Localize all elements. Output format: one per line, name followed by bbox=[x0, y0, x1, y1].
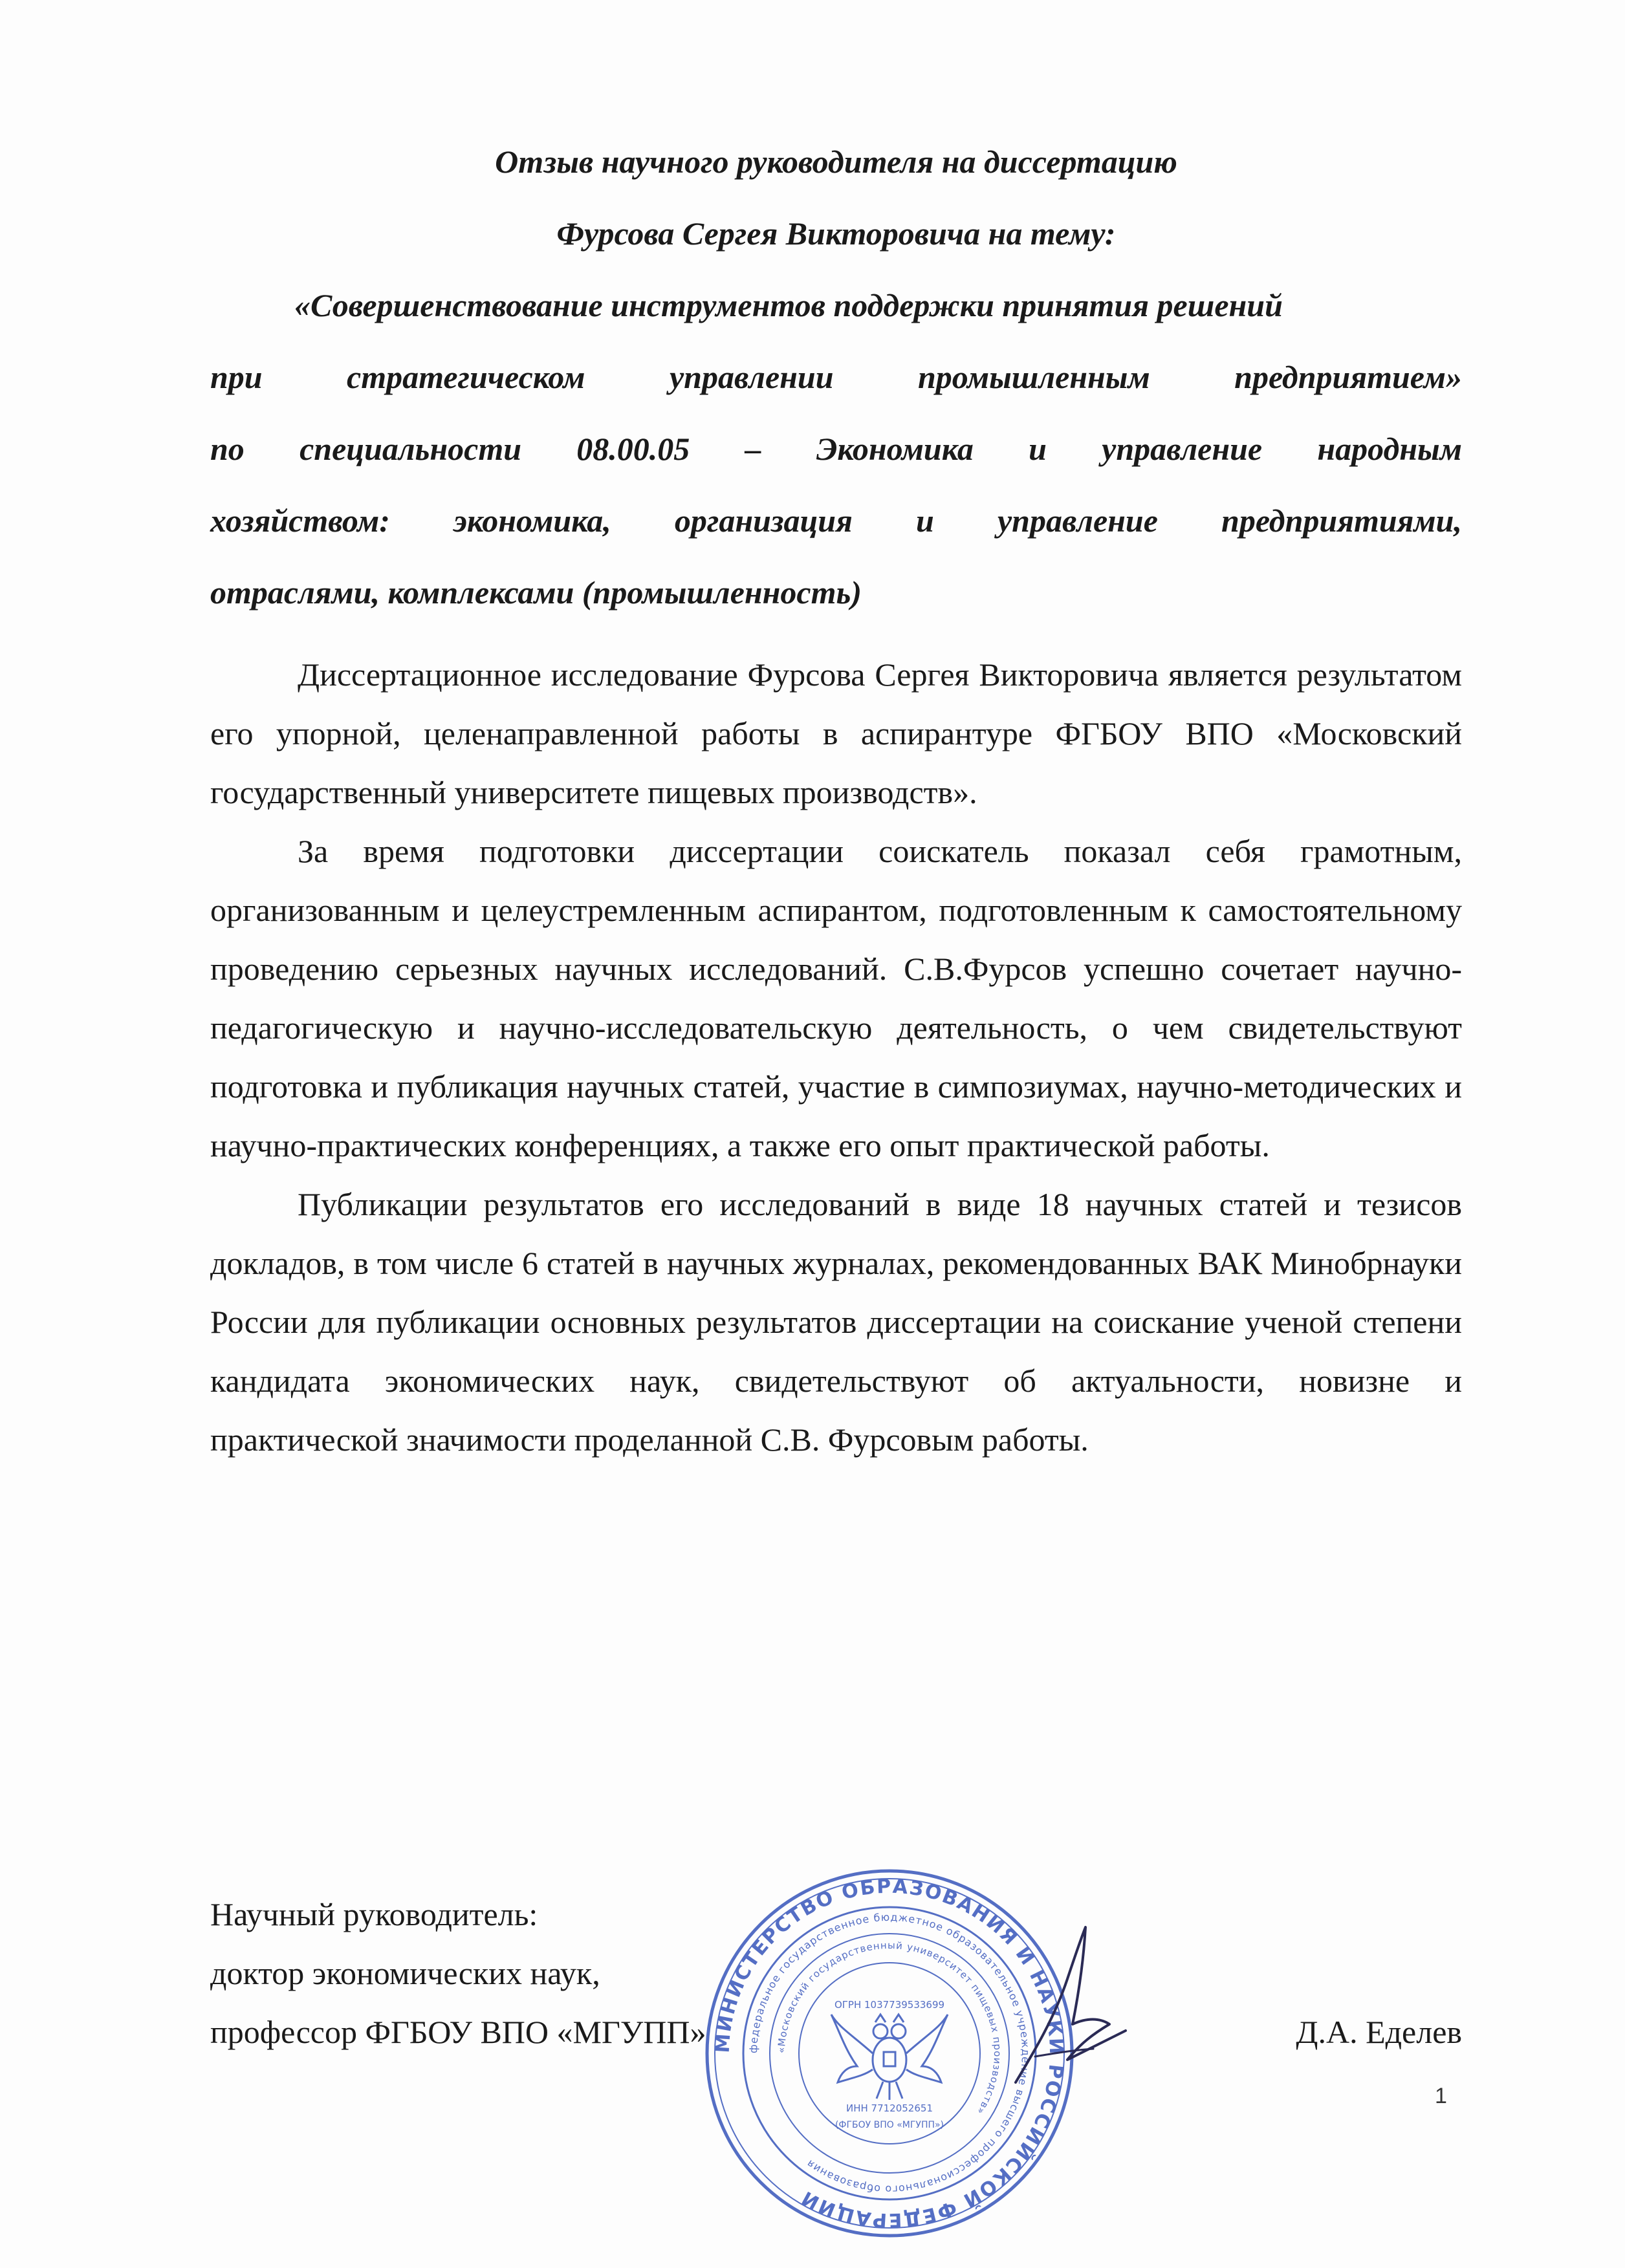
stamp-middle-text: федеральное государственное бюджетное образовательное учреждение высшего профессионального образования bbox=[747, 1910, 1032, 2196]
heading-line-1: Отзыв научного руководителя на диссертацию bbox=[495, 144, 1177, 180]
heading-line-4: при стратегическом управлении промышленным предприятием» bbox=[210, 359, 1462, 395]
paragraph-3: Публикации результатов его исследований в виде 18 научных статей и тезисов докладов, в том числе 6 статей в научных журналах, рекомендованных ВАК Минобрнауки России для публикации основных результатов диссертации на соискание ученой степени кандидата экономических наук, свидетельствуют об актуальности, новизне и практической значимости проделанной С.В. Фурсовым работы. bbox=[210, 1186, 1462, 1458]
signature-degree: доктор экономических наук, bbox=[210, 1955, 600, 1991]
page-number: 1 bbox=[1435, 2084, 1447, 2108]
heading-line-2: Фурсова Сергея Викторовича на тему: bbox=[556, 215, 1116, 252]
paragraph-1: Диссертационное исследование Фурсова Сергея Викторовича является результатом его упорной, целенаправленной работы в аспирантуре ФГБОУ ВПО «Московский государственный университете пищевых производств». bbox=[210, 656, 1462, 810]
heading-line-3: «Совершенствование инструментов поддержки принятия решений bbox=[294, 287, 1283, 323]
document-body bbox=[210, 645, 1462, 1469]
document-heading bbox=[210, 126, 1462, 629]
stamp-ogrn: ОГРН 1037739533699 bbox=[834, 1999, 945, 2011]
handwritten-signature bbox=[996, 1921, 1139, 2089]
stamp-inn: ИНН 7712052651 bbox=[846, 2102, 933, 2114]
signature-position: профессор ФГБОУ ВПО «МГУПП» bbox=[210, 2014, 706, 2050]
heading-line-5: по специальности 08.00.05 – Экономика и управление народным bbox=[210, 431, 1462, 467]
stamp-outer-text: МИНИСТЕРСТВО ОБРАЗОВАНИЯ И НАУКИ РОССИЙСКОЙ ФЕДЕРАЦИИ bbox=[711, 1875, 1068, 2232]
eagle-emblem-icon bbox=[831, 2014, 948, 2100]
heading-line-6: хозяйством: экономика, организация и управление предприятиями, bbox=[210, 502, 1462, 539]
heading-line-7: отраслями, комплексами (промышленность) bbox=[210, 574, 862, 610]
stamp-abbr: (ФГБОУ ВПО «МГУПП») bbox=[834, 2120, 944, 2130]
svg-text:федеральное государственное бю bbox=[747, 1911, 1032, 2196]
paragraph-2: За время подготовки диссертации соискатель показал себя грамотным, организованным и целеустремленным аспирантом, подготовленным к самостоятельному проведению серьезных научных исследований. С.В.Фурсов успешно сочетает научно-педагогическую и научно-исследовательскую деятельность, о чем свидетельствуют подготовка и публикация научных статей, участие в симпозиумах, научно-методических и научно-практических конференциях, а также его опыт практической работы. bbox=[210, 833, 1462, 1163]
stamp-inner-text: «Московский государственный университет пищевых производств» bbox=[775, 1939, 1004, 2117]
signature-title: Научный руководитель: bbox=[210, 1896, 538, 1932]
signature-name: Д.А. Еделев bbox=[1296, 2014, 1462, 2050]
